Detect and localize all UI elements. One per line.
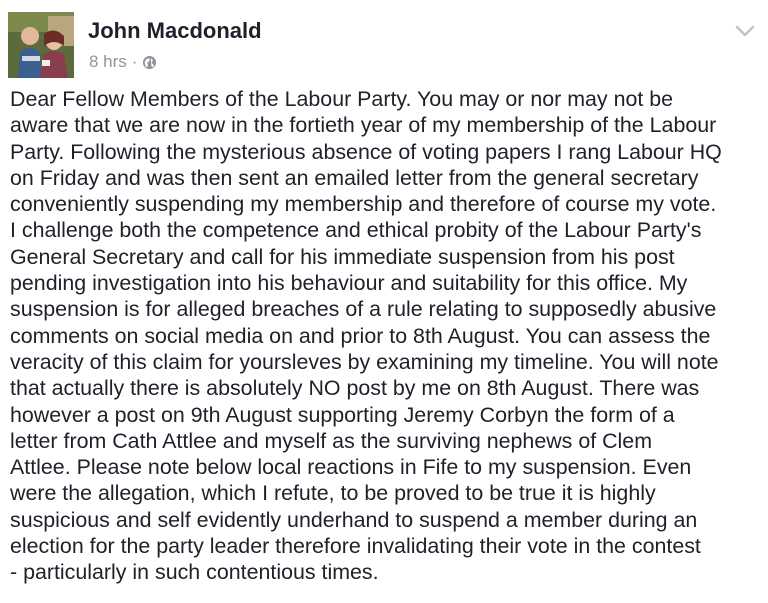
post-text-line: aware that we are now in the fortieth year of my membership of the Labour	[10, 113, 717, 138]
post-body	[10, 86, 762, 586]
post-text-line: pending investigation into his behaviour and suitability for this office. My	[10, 271, 688, 296]
post-header	[8, 12, 760, 82]
post-text-line: comments on social media on and prior to 8th August. You can assess the	[10, 323, 711, 348]
post-text-line: on Friday and was then sent an emailed letter from the general secretary	[10, 165, 699, 190]
meta-separator: ·	[131, 52, 138, 71]
post-text-line: suspension is for alleged breaches of a rule relating to supposedly abusive	[10, 297, 717, 322]
post-text-line: Attlee. Please note below local reactions in Fife to my suspension. Even	[10, 455, 692, 480]
post-text-line: suspicious and self evidently underhand to suspend a member during an	[10, 507, 698, 532]
post-text-line: veracity of this claim for yoursleves by examining my timeline. You will note	[10, 349, 719, 374]
post-text-line: Party. Following the mysterious absence of voting papers I rang Labour HQ	[10, 139, 722, 164]
post-text-line: were the allegation, which I refute, to be proved to be true it is highly	[10, 481, 656, 506]
post-text-line: Dear Fellow Members of the Labour Party. You may or nor may not be	[10, 87, 674, 111]
post-text-line: General Secretary and call for his immediate suspension from his post	[10, 244, 675, 269]
post-text-line: conveniently suspending my membership and therefore of course my vote.	[10, 192, 717, 217]
author-name[interactable]: John Macdonald	[88, 18, 262, 43]
post-text-line: - particularly in such contentious times.	[10, 560, 379, 585]
globe-icon[interactable]	[142, 55, 157, 70]
chevron-down-icon[interactable]	[734, 24, 756, 38]
post-text-line: however a post on 9th August supporting Jeremy Corbyn the form of a	[10, 402, 675, 427]
post-meta	[89, 52, 157, 72]
post-text-line: that actually there is absolutely NO post by me on 8th August. There was	[10, 376, 700, 401]
post-text-line: I challenge both the competence and ethical probity of the Labour Party's	[10, 218, 702, 243]
timestamp[interactable]: 8 hrs	[89, 52, 127, 71]
avatar[interactable]	[8, 12, 74, 78]
post-text-line: letter from Cath Attlee and myself as the surviving nephews of Clem	[10, 428, 653, 453]
post-text-line: election for the party leader therefore invalidating their vote in the contest	[10, 534, 701, 559]
